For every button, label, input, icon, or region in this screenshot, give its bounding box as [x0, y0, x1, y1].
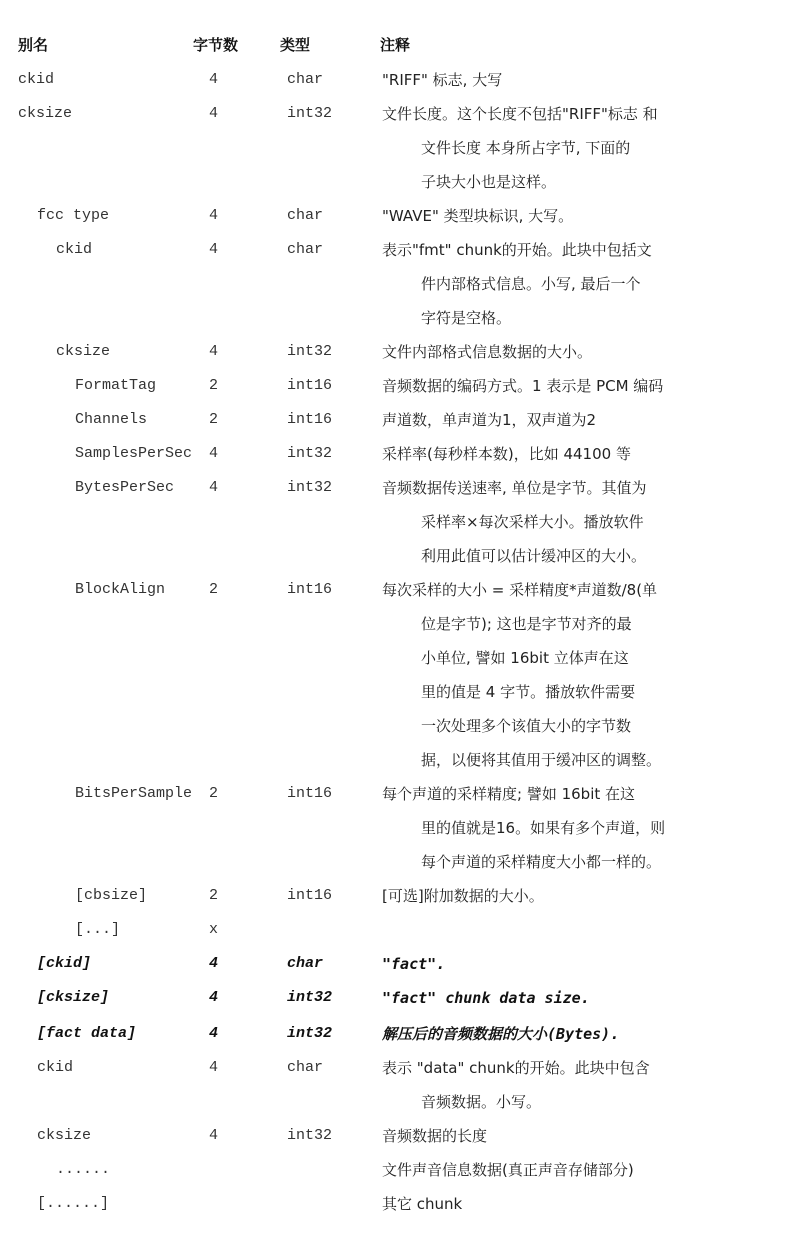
row-name: [cksize] [37, 989, 110, 1006]
row-note-line: 小单位, 譬如 16bit 立体声在这 [421, 649, 629, 667]
row-type: int16 [287, 581, 333, 598]
row-type: char [287, 207, 324, 224]
row-note-line: 里的值是 4 字节。播放软件需要 [421, 683, 636, 701]
row-bytes: 4 [209, 105, 219, 122]
row-name: cksize [37, 1127, 92, 1144]
row-bytes: 4 [209, 989, 219, 1006]
row-note-line: 声道数，单声道为1，双声道为2 [382, 411, 597, 429]
row-name: cksize [18, 105, 73, 122]
row-bytes: 4 [209, 1127, 219, 1144]
row-note-line: "WAVE" 类型块标识, 大写。 [382, 207, 574, 225]
row-name: [...] [75, 921, 121, 938]
row-note-line: 文件长度 本身所占字节, 下面的 [421, 139, 631, 157]
row-type: int16 [287, 377, 333, 394]
row-name: [fact data] [37, 1025, 137, 1042]
row-note-line: 件内部格式信息。小写, 最后一个 [421, 275, 641, 293]
row-note-line: 解压后的音频数据的大小(Bytes). [382, 1025, 620, 1043]
row-bytes: 4 [209, 241, 219, 258]
row-bytes: 4 [209, 343, 219, 360]
row-name: cksize [56, 343, 111, 360]
row-note-line: 子块大小也是这样。 [421, 173, 557, 191]
row-type: int16 [287, 411, 333, 428]
row-bytes: 4 [209, 1059, 219, 1076]
row-bytes: 4 [209, 445, 219, 462]
row-type: char [287, 71, 324, 88]
row-name: ...... [56, 1161, 111, 1178]
row-type: int32 [287, 343, 333, 360]
row-name: SamplesPerSec [75, 445, 193, 462]
row-note-line: 一次处理多个该值大小的字节数 [421, 717, 632, 735]
row-bytes: 4 [209, 71, 219, 88]
row-note-line: 采样率(每秒样本数)，比如 44100 等 [382, 445, 631, 463]
row-name: BytesPerSec [75, 479, 175, 496]
row-note-line: 音频数据。小写。 [421, 1093, 542, 1111]
row-note-line: 其它 chunk [382, 1195, 463, 1213]
row-note-line: 每次采样的大小 = 采样精度*声道数/8(单 [382, 581, 658, 599]
row-note-line: 音频数据传送速率, 单位是字节。其值为 [382, 479, 647, 497]
row-type: char [287, 955, 324, 972]
row-note-line: 音频数据的长度 [382, 1127, 488, 1145]
row-type: int16 [287, 785, 333, 802]
row-bytes: 2 [209, 581, 219, 598]
header-bytes: 字节数 [193, 36, 239, 54]
row-type: char [287, 1059, 324, 1076]
row-note-line: 字符是空格。 [421, 309, 512, 327]
header-name: 别名 [18, 36, 49, 54]
row-name: [ckid] [37, 955, 92, 972]
row-note-line: "RIFF" 标志, 大写 [382, 71, 503, 89]
row-type: char [287, 241, 324, 258]
header-type: 类型 [280, 36, 311, 54]
row-note-line: 采样率×每次采样大小。播放软件 [421, 513, 644, 531]
row-type: int32 [287, 445, 333, 462]
row-type: int32 [287, 1025, 333, 1042]
row-note-line: 文件内部格式信息数据的大小。 [382, 343, 593, 361]
row-note-line: 表示"fmt" chunk的开始。此块中包括文 [382, 241, 652, 259]
row-bytes: x [209, 921, 219, 938]
row-note-line: 每个声道的采样精度; 譬如 16bit 在这 [382, 785, 636, 803]
row-name: ckid [56, 241, 93, 258]
row-note-line: 位是字节); 这也是字节对齐的最 [421, 615, 632, 633]
row-type: int16 [287, 887, 333, 904]
row-name: [cbsize] [75, 887, 148, 904]
row-note-line: 利用此值可以估计缓冲区的大小。 [421, 547, 647, 565]
row-bytes: 2 [209, 377, 219, 394]
row-note-line: 表示 "data" chunk的开始。此块中包含 [382, 1059, 650, 1077]
row-note-line: "fact". [382, 955, 446, 973]
row-note-line: 文件长度。这个长度不包括"RIFF"标志 和 [382, 105, 658, 123]
row-type: int32 [287, 989, 333, 1006]
row-bytes: 4 [209, 207, 219, 224]
row-type: int32 [287, 105, 333, 122]
row-bytes: 2 [209, 887, 219, 904]
row-name: ckid [37, 1059, 74, 1076]
header-note: 注释 [380, 36, 411, 54]
row-name: fcc type [37, 207, 110, 224]
row-bytes: 2 [209, 411, 219, 428]
row-name: BlockAlign [75, 581, 166, 598]
row-note-line: 里的值就是16。如果有多个声道，则 [421, 819, 666, 837]
row-bytes: 4 [209, 479, 219, 496]
row-type: int32 [287, 479, 333, 496]
row-note-line: 音频数据的编码方式。1 表示是 PCM 编码 [382, 377, 664, 395]
row-note-line: [可选]附加数据的大小。 [382, 887, 544, 905]
row-bytes: 4 [209, 1025, 219, 1042]
row-name: [......] [37, 1195, 110, 1212]
row-name: ckid [18, 71, 55, 88]
row-name: BitsPerSample [75, 785, 193, 802]
row-name: FormatTag [75, 377, 157, 394]
row-bytes: 2 [209, 785, 219, 802]
row-name: Channels [75, 411, 148, 428]
row-note-line: "fact" chunk data size. [382, 989, 590, 1007]
row-note-line: 据，以便将其值用于缓冲区的调整。 [421, 751, 662, 769]
row-bytes: 4 [209, 955, 219, 972]
row-note-line: 每个声道的采样精度大小都一样的。 [421, 853, 662, 871]
row-note-line: 文件声音信息数据(真正声音存储部分) [382, 1161, 634, 1179]
row-type: int32 [287, 1127, 333, 1144]
